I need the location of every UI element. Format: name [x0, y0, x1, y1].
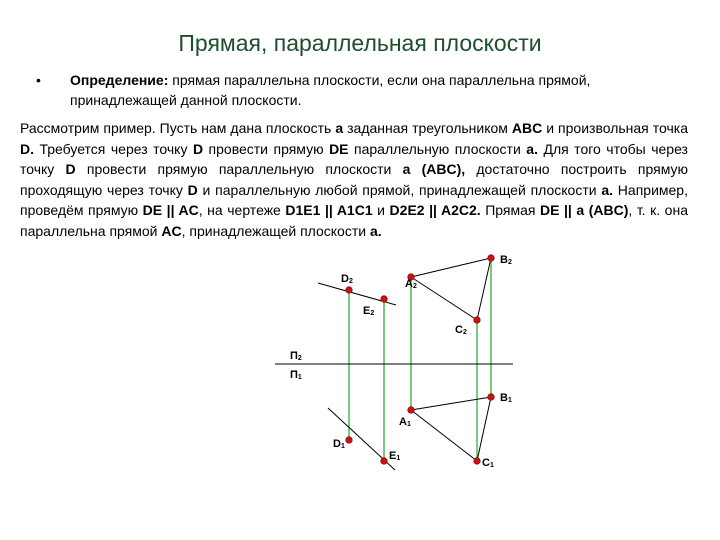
definition-body: прямая параллельна плоскости, если она параллельна прямой, принадлежащей данной плоскости. — [70, 72, 591, 108]
label-pi2: П2 — [290, 350, 302, 362]
para-bold: a. — [369, 222, 382, 239]
para-bold: a (ABC), — [402, 161, 466, 177]
para-bold: D — [192, 140, 204, 157]
slide-title: Прямая, параллельная плоскости — [178, 30, 542, 56]
para-bold: a. — [601, 181, 614, 198]
para-bold: ABC — [511, 120, 543, 136]
label-b1: B1 — [500, 392, 512, 404]
label-c1: C1 — [482, 457, 494, 469]
label-a2: A2 — [405, 278, 417, 290]
point-d2 — [346, 287, 353, 294]
label-c2: C2 — [455, 324, 467, 336]
point-c1 — [474, 458, 481, 465]
para-bold: AC — [161, 222, 182, 239]
para-text: Требуется через точку — [34, 140, 193, 157]
label-e1: E1 — [389, 450, 401, 462]
para-bold: D. — [20, 140, 34, 157]
para-text: достаточно построить прямую проходящую через точку — [20, 161, 688, 198]
para-text: провести прямую параллельную плоскости — [75, 161, 403, 177]
para-text: провести прямую — [203, 140, 330, 157]
para-bold: D — [65, 161, 76, 177]
label-a1: A1 — [399, 416, 411, 428]
label-pi1: П1 — [290, 369, 302, 381]
point-b2 — [488, 255, 495, 262]
para-text: и произвольная точка — [542, 120, 688, 136]
para-bold: a — [335, 120, 344, 136]
para-text: заданная треугольником — [343, 120, 512, 136]
label-b2: B2 — [500, 254, 512, 266]
para-bold: DE — [329, 140, 349, 157]
para-bold: a. — [526, 140, 538, 157]
para-bold: D1E1 || A1C1 — [285, 202, 373, 218]
point-e2 — [381, 296, 388, 303]
label-d2: D2 — [341, 273, 353, 285]
para-bold: DE || a (ABC) — [540, 202, 629, 218]
para-text: параллельную плоскости — [348, 140, 527, 157]
label-e2: E2 — [363, 305, 375, 317]
para-text: , на чертеже — [198, 202, 286, 218]
definition-term: Определение: — [70, 72, 169, 88]
point-b1 — [488, 394, 495, 401]
label-d1: D1 — [333, 438, 345, 450]
para-text: Прямая — [480, 202, 541, 218]
bullet-mark: • — [36, 72, 41, 88]
para-text: и — [372, 202, 390, 218]
point-e1 — [381, 458, 388, 465]
point-c2 — [474, 317, 481, 324]
para-bold: D — [187, 181, 198, 198]
para-text: , принадлежащей плоскости — [181, 222, 370, 239]
point-a1 — [408, 407, 415, 414]
point-d1 — [346, 437, 353, 444]
para-bold: D2E2 || A2C2. — [389, 202, 481, 218]
para-text: Для того чтобы через точку — [20, 140, 688, 177]
para-text: , т. к. она параллельна прямой — [20, 202, 688, 239]
para-text: Рассмотрим пример. Пусть нам дана плоскость — [20, 120, 336, 136]
para-text: и параллельную любой прямой, принадлежащей плоскости — [197, 181, 602, 198]
para-text: Например, проведём прямую — [20, 181, 688, 218]
para-bold: DE || AC — [142, 202, 199, 218]
